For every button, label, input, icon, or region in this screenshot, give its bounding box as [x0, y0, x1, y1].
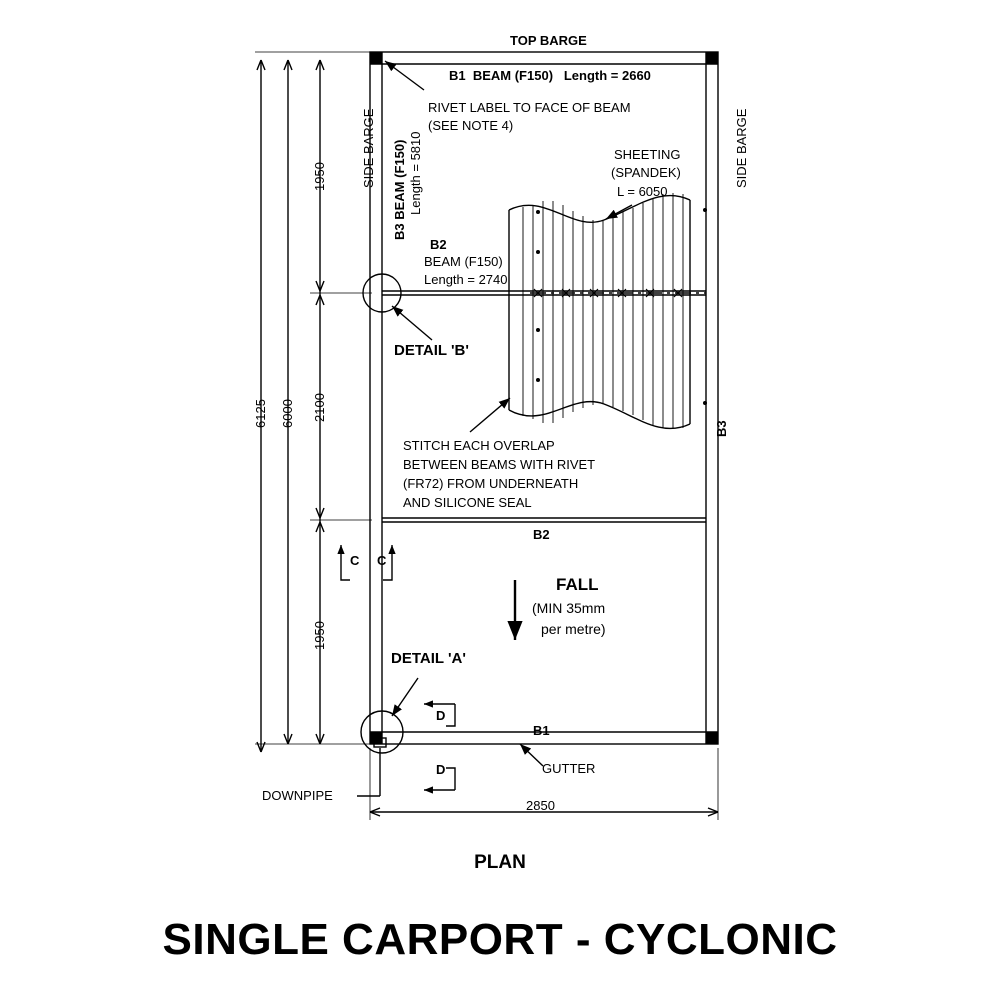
label-beam-b2-callout-line3: Length = 2740: [424, 272, 508, 287]
stitch-note-leader: [470, 398, 510, 432]
label-gutter: GUTTER: [542, 761, 596, 776]
label-beam-b3-side: B3 BEAM (F150): [392, 139, 407, 240]
sheeting-corrugation-lines: [523, 193, 683, 429]
dim-1950-bottom: 1950: [312, 621, 327, 650]
note-stitch-line2: BETWEEN BEAMS WITH RIVET: [403, 457, 596, 472]
fall-line2: (MIN 35mm: [532, 600, 606, 616]
note-stitch-line4: AND SILICONE SEAL: [403, 495, 532, 510]
sheeting-leader: [606, 205, 632, 219]
sheeting-fixing-dots: [536, 208, 707, 405]
corner-block-br: [706, 732, 718, 744]
note-sheeting-line2: (SPANDEK): [611, 165, 681, 180]
label-beam-b2-callout-line2: BEAM (F150): [424, 254, 503, 269]
drawing-title: SINGLE CARPORT - CYCLONIC: [162, 915, 838, 964]
section-label-c-left: C: [350, 553, 360, 568]
dim-2850: 2850: [526, 798, 555, 813]
note-stitch-line1: STITCH EACH OVERLAP: [403, 438, 555, 453]
label-beam-b2-bottom: B2: [533, 527, 550, 542]
rivet-label-leader: [385, 61, 424, 90]
corner-block-tr: [706, 52, 718, 64]
section-label-c-right: C: [377, 553, 387, 568]
note-rivet-label-line2: (SEE NOTE 4): [428, 118, 514, 133]
label-side-barge-right: SIDE BARGE: [734, 108, 749, 188]
note-stitch-line3: (FR72) FROM UNDERNEATH: [403, 476, 579, 491]
label-beam-b1-bottom: B1: [533, 723, 550, 738]
label-beam-b3-right: B3: [714, 420, 729, 437]
label-beam-b2-callout: B2: [430, 237, 447, 252]
detail-a-leader: [392, 678, 418, 716]
fall-title: FALL: [556, 575, 599, 594]
label-top-barge: TOP BARGE: [510, 33, 587, 48]
note-sheeting-line1: SHEETING: [614, 147, 681, 162]
label-beam-b1-top: B1 BEAM (F150) Length = 2660: [449, 68, 651, 83]
label-beam-b3-side-length: Length = 5810: [408, 131, 423, 215]
fall-line3: per metre): [541, 621, 606, 637]
dim-6125: 6125: [253, 399, 268, 428]
note-sheeting-line3: L = 6050: [617, 184, 668, 199]
detail-b-leader: [392, 306, 432, 340]
label-detail-b: DETAIL 'B': [394, 342, 469, 359]
dim-6000: 6000: [280, 399, 295, 428]
label-downpipe: DOWNPIPE: [262, 788, 333, 803]
gutter-leader: [520, 744, 543, 766]
note-rivet-label-line1: RIVET LABEL TO FACE OF BEAM: [428, 100, 631, 115]
label-side-barge-left: SIDE BARGE: [361, 108, 376, 188]
dim-1950-top: 1950: [312, 162, 327, 191]
dim-2100: 2100: [312, 393, 327, 422]
corner-block-tl: [370, 52, 382, 64]
label-detail-a: DETAIL 'A': [391, 650, 466, 667]
section-label-d-top: D: [436, 708, 446, 723]
section-label-d-bottom: D: [436, 762, 446, 777]
plan-label: PLAN: [474, 852, 526, 873]
